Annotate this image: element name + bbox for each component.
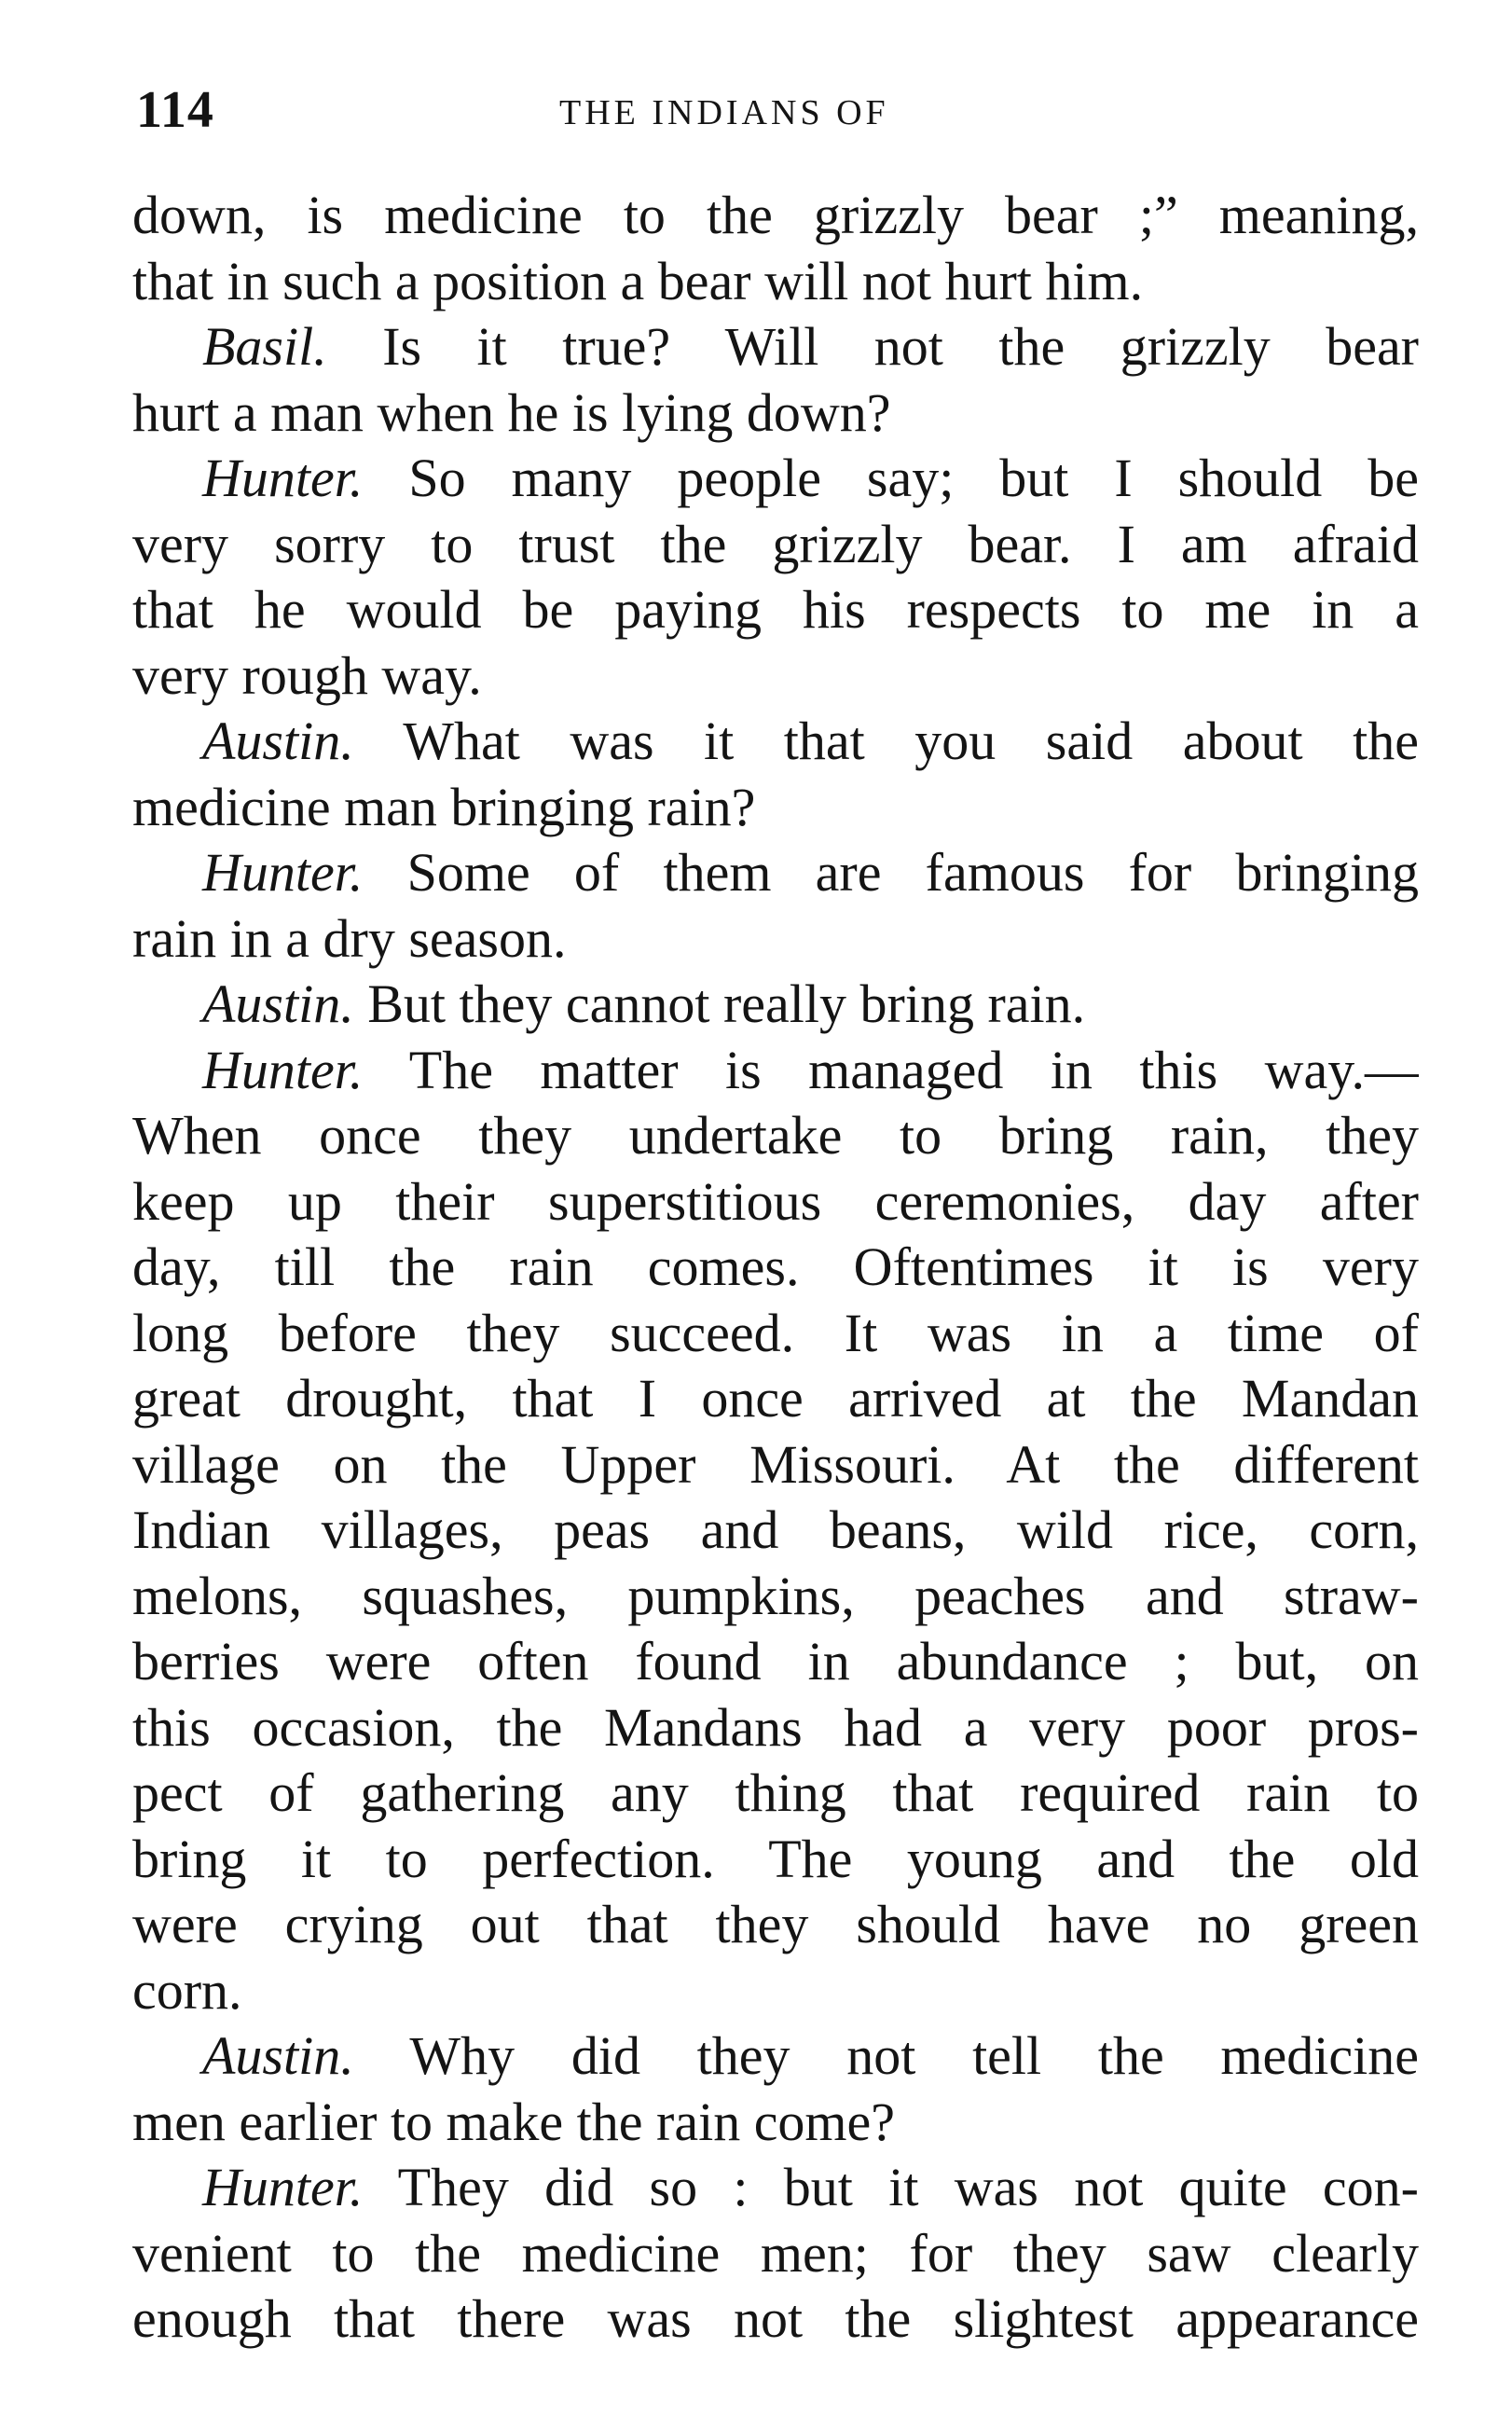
text-line: this occasion, the Mandans had a very poor pros- bbox=[132, 1696, 1419, 1758]
page-header bbox=[0, 82, 1512, 138]
text-line: men earlier to make the rain come? bbox=[132, 2091, 896, 2152]
text-line: were crying out that they should have no green bbox=[132, 1894, 1419, 1954]
dialogue-line: Austin. Why did they not tell the medicine bbox=[202, 2025, 1419, 2086]
dialogue-line: Hunter. So many people say; but I should be bbox=[202, 448, 1419, 508]
dialogue-line: Hunter. They did so : but it was not quite con- bbox=[202, 2157, 1419, 2217]
text-line: down, is medicine to the grizzly bear ;” meaning, bbox=[132, 185, 1419, 245]
text-line: very sorry to trust the grizzly bear. I am afraid bbox=[132, 513, 1419, 574]
speaker-name: Basil. bbox=[202, 316, 327, 377]
text-line: venient to the medicine men; for they saw clearly bbox=[132, 2222, 1419, 2284]
running-head: THE INDIANS OF bbox=[559, 93, 889, 132]
page-number: 114 bbox=[136, 81, 214, 139]
dialogue-line: Basil. Is it true? Will not the grizzly bear bbox=[202, 316, 1419, 377]
speaker-name: Hunter. bbox=[202, 448, 364, 508]
text-line: enough that there was not the slightest appearance bbox=[132, 2288, 1419, 2349]
speaker-name: Hunter. bbox=[202, 1039, 364, 1100]
text-line: Indian villages, peas and beans, wild rice, corn, bbox=[132, 1499, 1419, 1560]
text-line: When once they undertake to bring rain, they bbox=[132, 1105, 1419, 1166]
text-line: that he would be paying his respects to me in a bbox=[132, 579, 1419, 640]
speaker-name: Austin. bbox=[202, 973, 354, 1034]
text-line: melons, squashes, pumpkins, peaches and straw- bbox=[132, 1565, 1419, 1626]
text-line: long before they succeed. It was in a time of bbox=[132, 1302, 1419, 1363]
body-text bbox=[132, 183, 1419, 2353]
speaker-name: Austin. bbox=[202, 2025, 354, 2086]
text-line: village on the Upper Missouri. At the different bbox=[132, 1433, 1419, 1495]
dialogue-line: Hunter. Some of them are famous for bringing bbox=[202, 842, 1419, 903]
text-line: corn. bbox=[132, 1959, 242, 2021]
text-line: great drought, that I once arrived at the Mandan bbox=[132, 1368, 1419, 1429]
text-line: medicine man bringing rain? bbox=[132, 776, 756, 837]
text-line: berries were often found in abundance ; but, on bbox=[132, 1631, 1419, 1691]
text-line: that in such a position a bear will not hurt him. bbox=[132, 250, 1144, 311]
text-line: pect of gathering any thing that required rain to bbox=[132, 1762, 1419, 1823]
speaker-name: Hunter. bbox=[202, 842, 364, 903]
text-line: very rough way. bbox=[132, 644, 482, 706]
text-line: bring it to perfection. The young and the old bbox=[132, 1828, 1419, 1889]
text-line: keep up their superstitious ceremonies, day after bbox=[132, 1170, 1419, 1232]
dialogue-line: Hunter. The matter is managed in this way.— bbox=[202, 1039, 1419, 1100]
speaker-name: Austin. bbox=[202, 711, 354, 771]
speaker-name: Hunter. bbox=[202, 2157, 364, 2217]
text-line: day, till the rain comes. Oftentimes it is very bbox=[132, 1236, 1419, 1297]
text-line: hurt a man when he is lying down? bbox=[132, 381, 891, 443]
dialogue-line: Austin. But they cannot really bring rain. bbox=[202, 973, 1086, 1034]
text-line: rain in a dry season. bbox=[132, 907, 567, 969]
dialogue-line: Austin. What was it that you said about the bbox=[202, 711, 1419, 771]
